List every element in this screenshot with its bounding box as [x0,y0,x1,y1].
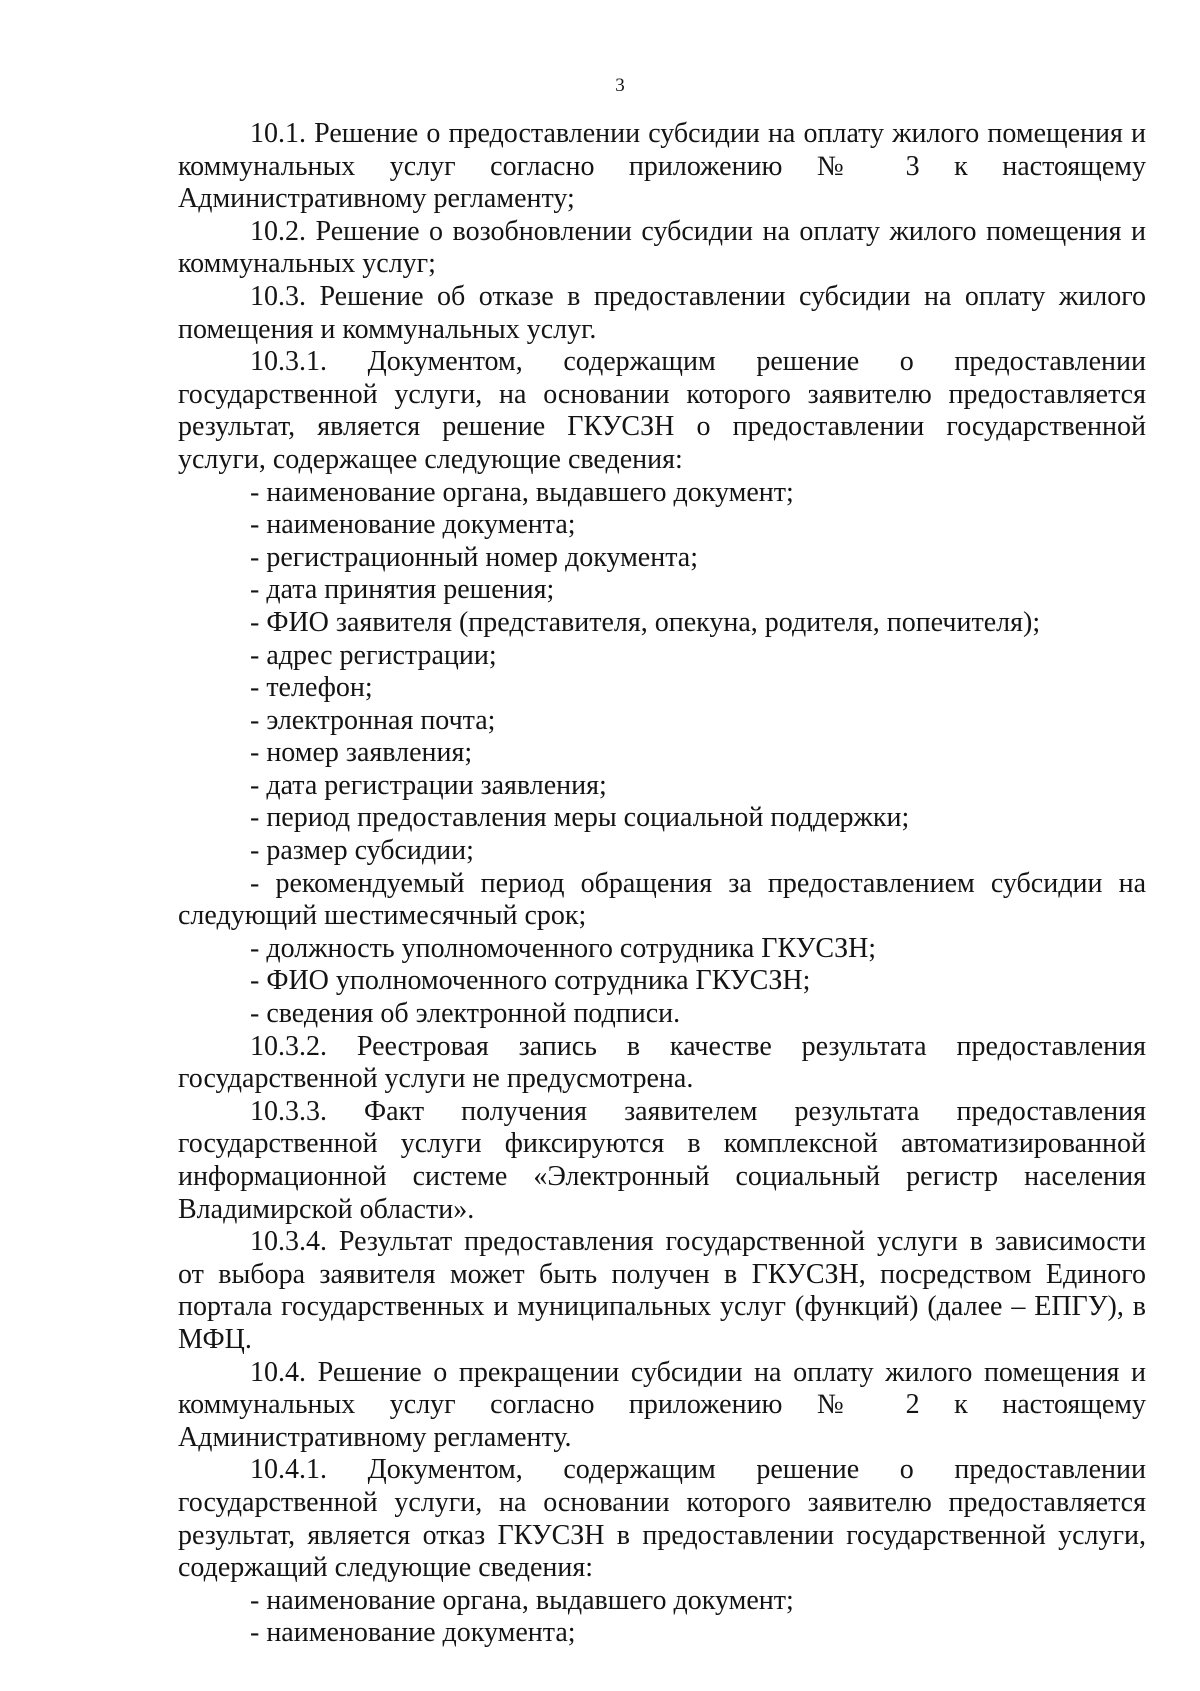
list-item: - номер заявления; [250,737,473,769]
paragraph-10-3-4: 10.3.4. Результат предоставления государственной услуги в зависимости от выбора заявителя может быть получен в ГКУСЗН, посредством Единого портала государственных и муниципальных услуг (функций) (далее – ЕПГУ), в МФЦ. [178,1226,1146,1355]
paragraph-10-1: 10.1. Решение о предоставлении субсидии на оплату жилого помещения и коммунальных услуг согласно приложению № 3 к настоящему Административному регламенту; [178,118,1146,215]
paragraph-10-4: 10.4. Решение о прекращении субсидии на оплату жилого помещения и коммунальных услуг согласно приложению № 2 к настоящему Административному регламенту. [178,1356,1146,1453]
paragraph-10-2: 10.2. Решение о возобновлении субсидии на оплату жилого помещения и коммунальных услуг; [178,215,1146,280]
list-item: - телефон; [250,672,373,704]
page-number: 3 [615,75,625,96]
paragraph-10-3: 10.3. Решение об отказе в предоставлении субсидии на оплату жилого помещения и коммунальных услуг. [178,280,1146,345]
list-item: - дата регистрации заявления; [250,769,607,801]
list-item: - регистрационный номер документа; [250,541,698,573]
list-item: - дата принятия решения; [250,574,555,606]
list-item: - сведения об электронной подписи. [250,998,681,1030]
paragraph-10-3-3: 10.3.3. Факт получения заявителем результата предоставления государственной услуги фиксируются в комплексной автоматизированной информационной системе «Электронный социальный регистр населения Владимирской области». [178,1095,1146,1225]
list-item: - наименование документа; [250,509,576,541]
list-item: - период предоставления меры социальной поддержки; [250,802,910,834]
document-body [178,118,1146,1650]
list-item: - рекомендуемый период обращения за предоставлением субсидии на следующий шестимесячный срок; [178,867,1146,932]
list-item: - наименование документа; [250,1617,576,1649]
paragraph-10-3-1: 10.3.1. Документом, содержащим решение о предоставлении государственной услуги, на основании которого заявителю предоставляется результат, является решение ГКУСЗН о предоставлении государственной услуги, содержащее следующие сведения: [178,346,1146,475]
list-item: - размер субсидии; [250,835,474,867]
list-item: - должность уполномоченного сотрудника ГКУСЗН; [250,932,877,964]
list-item: - электронная почта; [250,704,496,736]
paragraph-10-3-2: 10.3.2. Реестровая запись в качестве результата предоставления государственной услуги не предусмотрена. [178,1030,1146,1095]
list-item: - наименование органа, выдавшего документ; [250,1584,794,1616]
list-item: - ФИО заявителя (представителя, опекуна, родителя, попечителя); [250,606,1041,638]
list-item: - наименование органа, выдавшего документ; [250,476,794,508]
paragraph-10-4-1: 10.4.1. Документом, содержащим решение о предоставлении государственной услуги, на основании которого заявителю предоставляется результат, является отказ ГКУСЗН в предоставлении государственной услуги, содержащий следующие сведения: [178,1454,1146,1584]
list-item: - адрес регистрации; [250,639,497,671]
list-item: - ФИО уполномоченного сотрудника ГКУСЗН; [250,965,811,997]
